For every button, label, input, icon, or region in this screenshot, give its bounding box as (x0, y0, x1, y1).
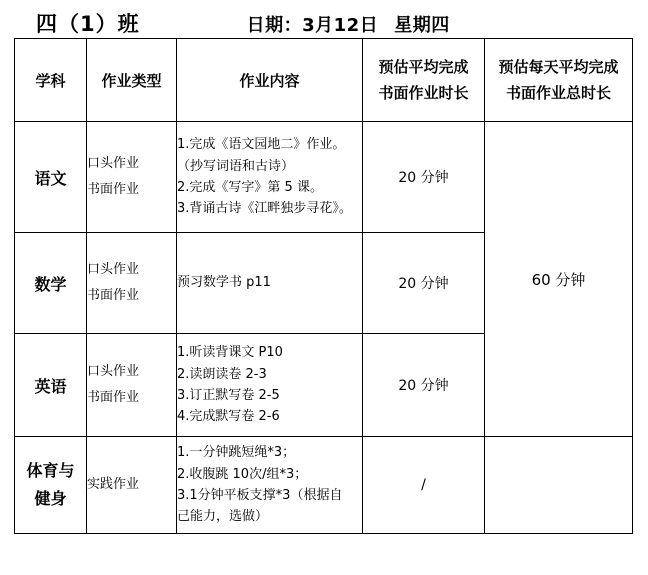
content-line: 3.订正默写卷 2-5 (177, 388, 280, 403)
content-line: 2.完成《写字》第 5 课。 (177, 180, 323, 195)
content-math (177, 233, 363, 334)
type-chinese (87, 122, 177, 233)
estimate-math: 20 分钟 (363, 233, 485, 334)
column-header-estimate (363, 39, 485, 122)
content-line: 3.1分钟平板支撑*3（根据自 (177, 488, 343, 503)
column-header-subject: 学科 (15, 39, 87, 122)
weekday-label: 星期四 (394, 15, 450, 36)
subject-line: 健身 (34, 489, 67, 508)
column-header-content: 作业内容 (177, 39, 363, 122)
table-header-row (15, 39, 633, 122)
class-name: 四（1）班 (36, 12, 140, 36)
type-line: 书面作业 (87, 288, 140, 303)
type-pe (87, 437, 177, 534)
subject-english: 英语 (15, 334, 87, 437)
content-line: 预习数学书 p11 (177, 275, 271, 291)
content-line: 3.背诵古诗《江畔独步寻花》。 (177, 201, 352, 217)
content-pe (177, 437, 363, 534)
content-chinese (177, 122, 363, 233)
subject-math: 数学 (15, 233, 87, 334)
column-header-estimate-line1: 预估平均完成 (378, 57, 469, 76)
content-line: 2.读朗读卷 2-3 (177, 366, 267, 382)
total-duration: 60 分钟 (485, 122, 633, 437)
date-label: 日期：3月12日 (246, 15, 379, 36)
type-line: 口头作业 (87, 262, 140, 277)
type-line: 口头作业 (87, 156, 140, 171)
content-line: 己能力，选做） (177, 509, 269, 525)
table-row (15, 122, 633, 233)
column-header-estimate-line2: 书面作业时长 (378, 84, 469, 102)
table-row (15, 437, 633, 534)
estimate-chinese: 20 分钟 (363, 122, 485, 233)
type-line: 口头作业 (87, 364, 140, 379)
page-header (0, 0, 648, 36)
column-header-total (485, 39, 633, 122)
content-line: 4.完成默写卷 2-6 (177, 409, 280, 425)
content-line: 1.听读背课文 P10 (177, 345, 283, 361)
column-header-type: 作业类型 (87, 39, 177, 122)
estimate-english: 20 分钟 (363, 334, 485, 437)
column-header-total-line1: 预估每天平均完成 (498, 57, 619, 76)
estimate-pe: / (363, 437, 485, 534)
type-line: 实践作业 (87, 477, 140, 492)
content-line: 2.收腹跳 10次/组*3； (177, 466, 308, 482)
homework-table (14, 38, 633, 534)
subject-line: 体育与 (26, 461, 75, 480)
total-duration-empty (485, 437, 633, 534)
type-math (87, 233, 177, 334)
content-line: 1.完成《语文园地二》作业。 (177, 137, 346, 153)
type-english (87, 334, 177, 437)
type-line: 书面作业 (87, 390, 140, 405)
type-line: 书面作业 (87, 182, 140, 197)
content-line: （抄写词语和古诗） (177, 158, 295, 174)
subject-chinese: 语文 (15, 122, 87, 233)
subject-pe (15, 437, 87, 534)
column-header-total-line2: 书面作业总时长 (505, 84, 611, 102)
content-line: 1.一分钟跳短绳*3； (177, 445, 296, 461)
content-english (177, 334, 363, 437)
